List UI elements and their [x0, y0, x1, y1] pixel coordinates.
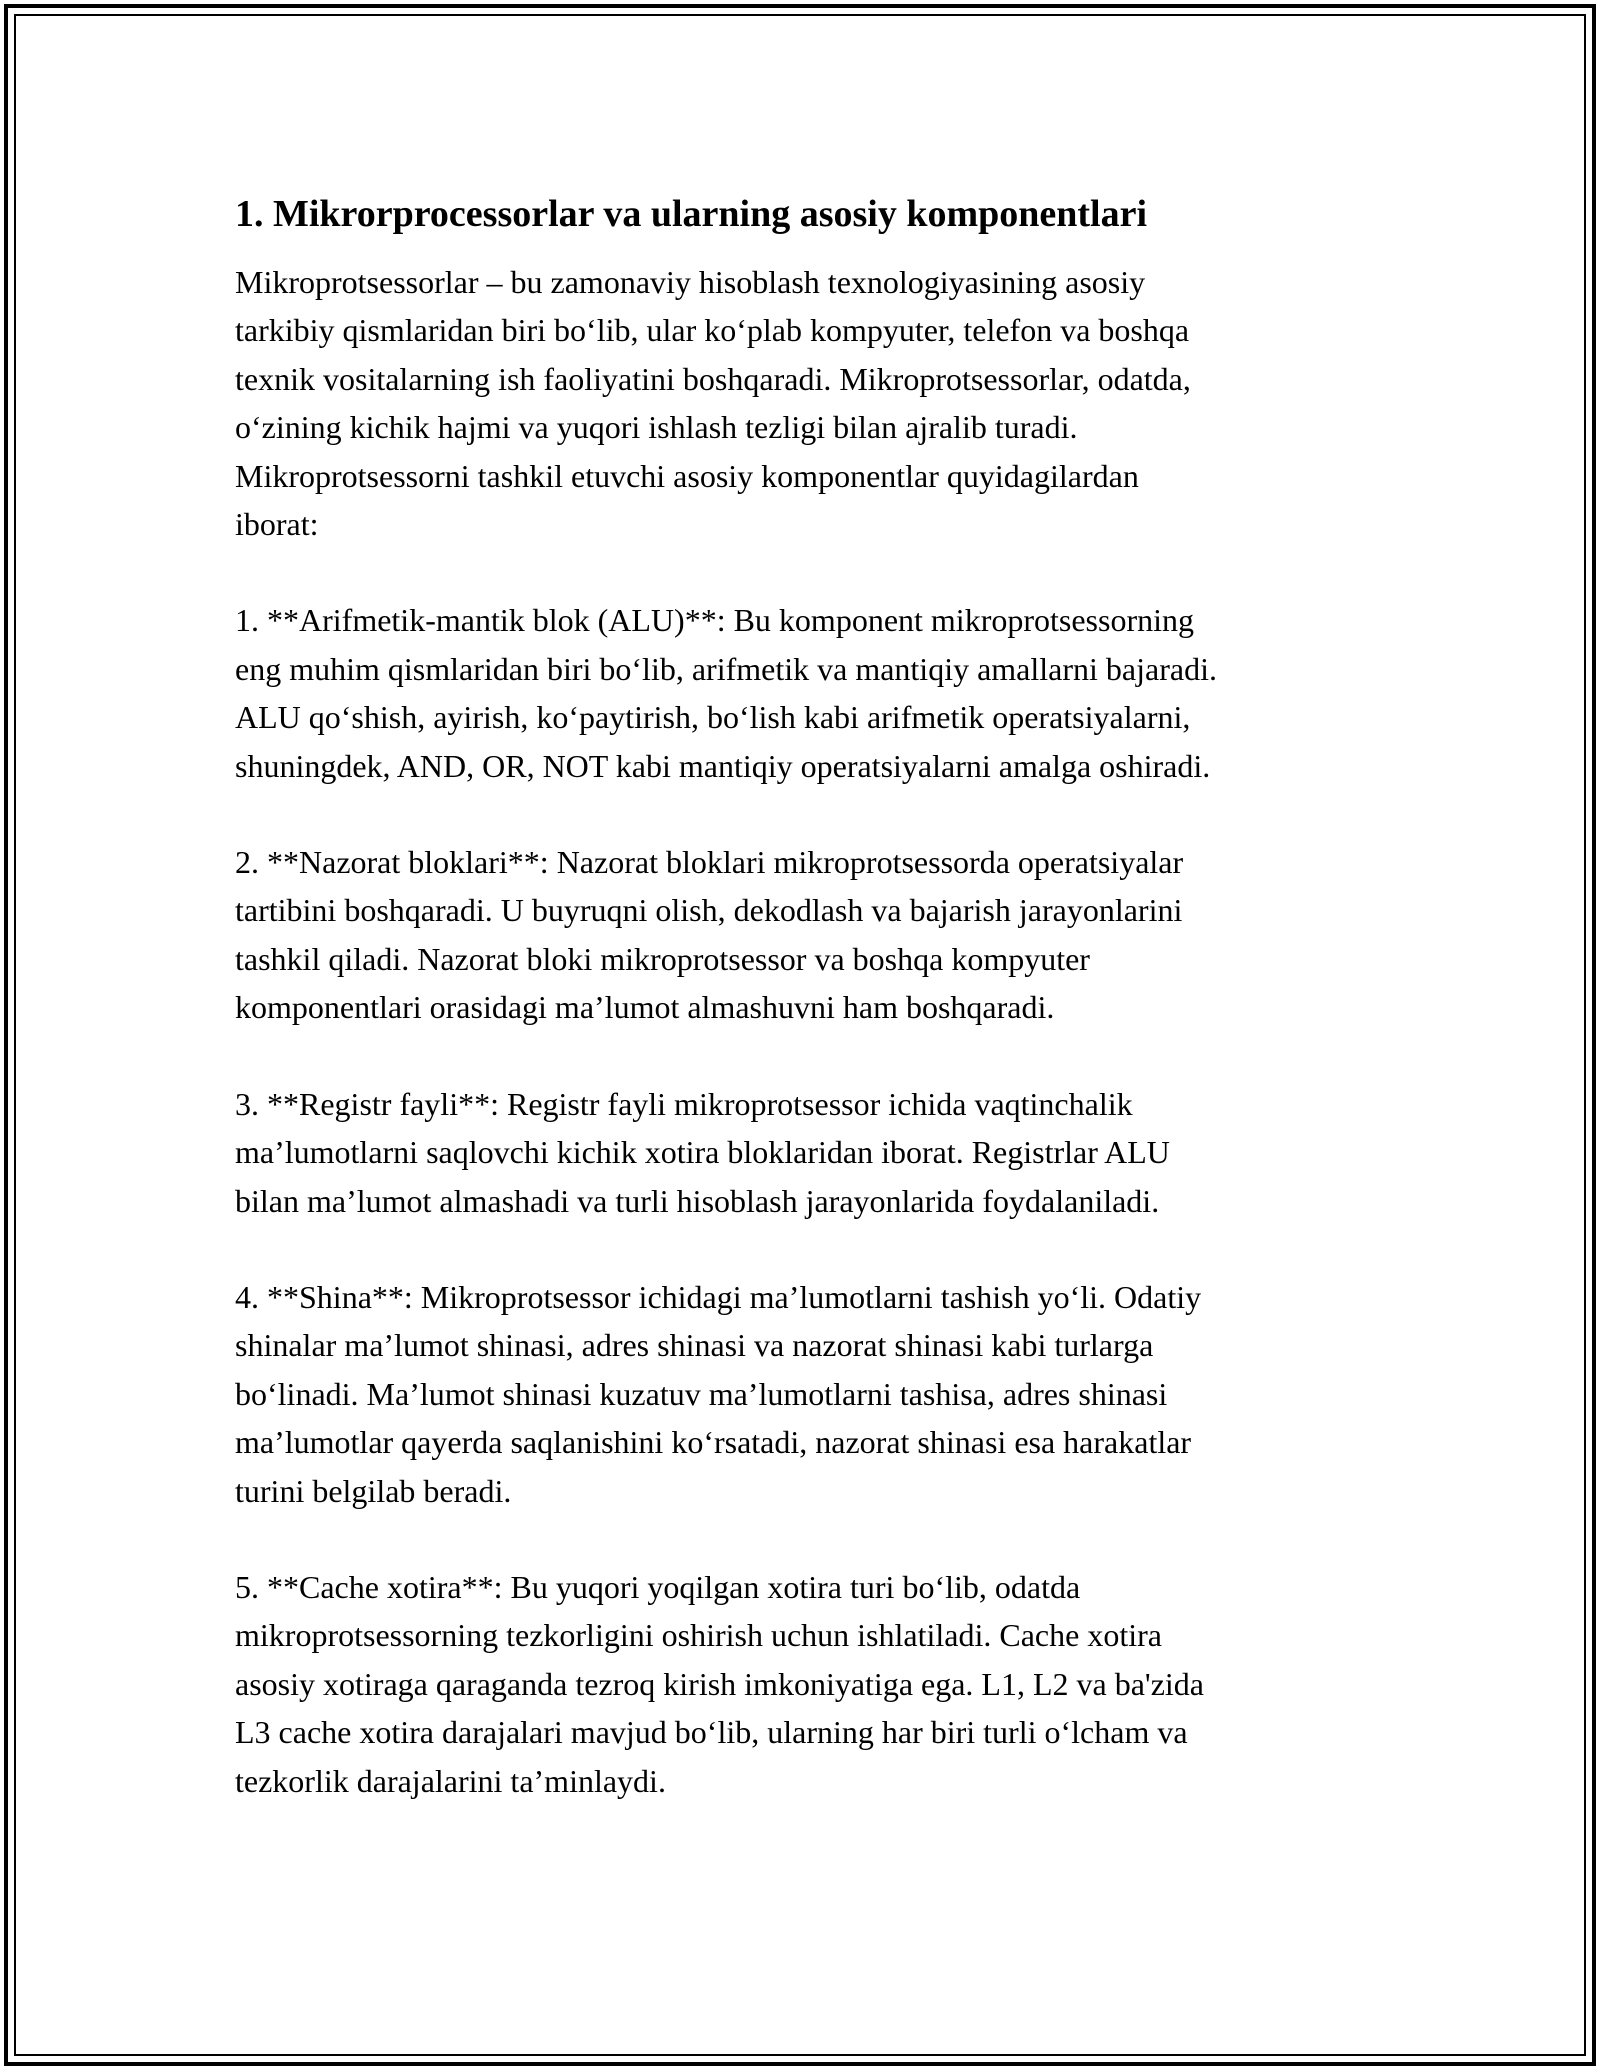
- intro-paragraph: Mikroprotsessorlar – bu zamonaviy hisoblash texnologiyasining asosiy tarkibiy qismlaridan biri bo‘lib, ular ko‘plab kompyuter, telefon va boshqa texnik vositalarning ish faoliyatini boshqaradi. Mikroprotsessorlar, odatda, o‘zining kichik hajmi va yuqori ishlash tezligi bilan ajralib turadi. Mikroprotsessorni tashkil etuvchi asosiy komponentlar quyidagilardan iborat:: [235, 264, 1191, 543]
- paragraph-spacer: [235, 790, 1395, 838]
- paragraph-spacer: [235, 548, 1395, 596]
- paragraph-spacer: [235, 1032, 1395, 1080]
- paragraph-spacer: [235, 1225, 1395, 1273]
- list-item-cache: 5. **Cache xotira**: Bu yuqori yoqilgan xotira turi bo‘lib, odatda mikroprotsessorning tezkorligini oshirish uchun ishlatiladi. Cache xotira asosiy xotiraga qaraganda tezroq kirish imkoniyatiga ega. L1, L2 va ba'zida L3 cache xotira darajalari mavjud bo‘lib, ularning har biri turli o‘lcham va tezkorlik darajalarini ta’minlaydi.: [235, 1568, 1204, 1799]
- document-body: [235, 186, 1395, 1805]
- list-item-bus: 4. **Shina**: Mikroprotsessor ichidagi ma’lumotlarni tashish yo‘li. Odatiy shinalar ma’lumot shinasi, adres shinasi va nazorat shinasi kabi turlarga bo‘linadi. Ma’lumot shinasi kuzatuv ma’lumotlarni tashisa, adres shinasi ma’lumotlar qayerda saqlanishini ko‘rsatadi, nazorat shinasi esa harakatlar turini belgilab beradi.: [235, 1278, 1202, 1509]
- document-heading: 1. Mikrorprocessorlar va ularning asosiy komponentlari: [235, 193, 1148, 235]
- list-item-alu: 1. **Arifmetik-mantik blok (ALU)**: Bu komponent mikroprotsessorning eng muhim qismlaridan biri bo‘lib, arifmetik va mantiqiy amallarni bajaradi. ALU qo‘shish, ayirish, ko‘paytirish, bo‘lish kabi arifmetik operatsiyalarni, shuningdek, AND, OR, NOT kabi mantiqiy operatsiyalarni amalga oshiradi.: [235, 602, 1217, 784]
- list-item-register-file: 3. **Registr fayli**: Registr fayli mikroprotsessor ichida vaqtinchalik ma’lumotlarni saqlovchi kichik xotira bloklaridan iborat. Registrlar ALU bilan ma’lumot almashadi va turli hisoblash jarayonlarida foydalaniladi.: [235, 1085, 1170, 1219]
- paragraph-spacer: [235, 1515, 1395, 1563]
- list-item-control-unit: 2. **Nazorat bloklari**: Nazorat bloklari mikroprotsessorda operatsiyalar tartibini boshqaradi. U buyruqni olish, dekodlash va bajarish jarayonlarini tashkil qiladi. Nazorat bloki mikroprotsessor va boshqa kompyuter komponentlari orasidagi ma’lumot almashuvni ham boshqaradi.: [235, 844, 1184, 1026]
